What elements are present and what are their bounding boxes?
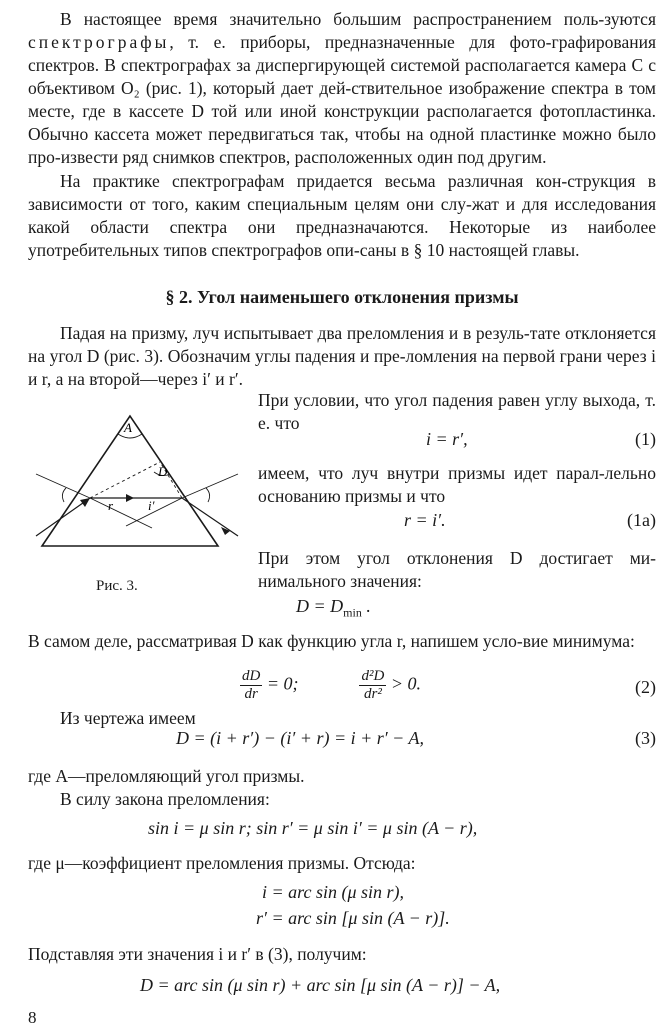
paragraph-parallel: имеем, что луч внутри призмы идет парал-лельно основанию призмы и что [258, 463, 656, 506]
paragraph-refraction: Падая на призму, луч испытывает два преломления и в резуль-тате отклоняется на угол D (рис. 3). Обозначим углы падения и пре-ломления на первой грани через i и r, а на второй—через i′ и r′. [28, 323, 656, 389]
label-d: D [158, 464, 168, 479]
paragraph-spectrographs [28, 8, 656, 169]
formula-r-prime: r′ = arc sin [μ sin (A − r)]. [256, 908, 450, 928]
incident-ray [36, 498, 90, 536]
prism-figure [30, 412, 245, 562]
internal-arrow [126, 494, 134, 502]
formula-3: D = (i + r′) − (i′ + r) = i + r′ − A, [176, 728, 425, 748]
fraction-numerator: d²D [361, 668, 385, 684]
formula-subscript: min [343, 605, 362, 620]
equation-number-1: (1) [635, 429, 656, 449]
normal-left-inner [90, 498, 152, 528]
formula-text: . [361, 596, 371, 616]
paragraph-coefficient: где μ—коэффициент преломления призмы. Отсюда: [28, 853, 416, 873]
formula-i: i = arc sin (μ sin r), [262, 882, 405, 902]
fraction-denominator: dr [244, 686, 258, 702]
incident-arrow [80, 498, 90, 507]
formula-text: D = D [296, 596, 344, 616]
emphasized-term: спектрографы [28, 32, 170, 52]
fraction-numerator: dD [242, 668, 261, 684]
prism-outline [42, 416, 218, 546]
paragraph-text: В настоящее время значительно большим распространением поль-зуются [60, 9, 656, 29]
paragraph-function: В самом деле, рассматривая D как функцию угла r, напишем усло-вие минимума: [28, 631, 635, 651]
label-r: r [108, 498, 114, 513]
formula-1: i = r′, [426, 429, 468, 449]
formula-final: D = arc sin (μ sin r) + arc sin [μ sin (A − r)] − A, [140, 975, 501, 995]
formula-snell: sin i = μ sin r; sin r′ = μ sin i′ = μ sin (A − r), [148, 818, 478, 838]
formula-text: = 0; [262, 673, 299, 694]
fraction-denominator: dr² [363, 686, 382, 702]
incidence-angle-arc [62, 488, 66, 502]
paragraph-minimum: При этом угол отклонения D достигает ми-нимального значения: [258, 548, 656, 591]
emergence-angle-arc [206, 488, 210, 502]
formula-derivatives [240, 668, 421, 703]
label-a: A [124, 420, 132, 435]
paragraph-construction: На практике спектрографам придается весьма различная кон-струкция в зависимости от того, каким специальным целям они слу-жат и для исследования какой области спектра они предназначаются. Некоторые из наиболее употребительных типов спектрографов опи-саны в § 10 настоящей главы. [28, 171, 656, 260]
paragraph-from-drawing: Из чертежа имеем [60, 708, 196, 728]
emergent-ray [182, 498, 238, 536]
fraction-first-derivative [240, 668, 262, 703]
label-i-prime: i′ [148, 498, 155, 513]
page-number: 8 [28, 1008, 37, 1027]
equation-number-1a: (1a) [627, 510, 656, 530]
paragraph-condition: При условии, что угол падения равен углу выхода, т. е. что [258, 390, 656, 433]
paragraph-text: , т. е. приборы, предназначенные для фото-графирования спектров. В спектрографах за диспергирующей системой располагается камера C с объективом O₂ (рис. 1), который дает дей-ствительное изображение спектра в том месте, где в кассете D той или иной конструкции располагается фотопластинка. Обычно кассета может передвигаться так, чтобы на одной пластинке можно было про-извести ряд снимков спектров, расположенных один под другим. [28, 32, 656, 167]
fraction-second-derivative [359, 668, 386, 703]
paragraph-snell: В силу закона преломления: [60, 789, 270, 809]
equation-number-2: (2) [635, 677, 656, 697]
formula-dmin [296, 596, 371, 621]
normal-right [182, 474, 238, 498]
figure-caption: Рис. 3. [96, 578, 138, 594]
ray-extension-left [90, 462, 160, 498]
formula-text: > 0. [386, 673, 421, 694]
equation-number-3: (3) [635, 728, 656, 748]
formula-1a: r = i′. [404, 510, 446, 530]
section-heading: § 2. Угол наименьшего отклонения призмы [165, 287, 519, 307]
paragraph-apex-angle: где A—преломляющий угол призмы. [28, 766, 305, 786]
paragraph-substitution: Подставляя эти значения i и r′ в (3), получим: [28, 944, 367, 964]
